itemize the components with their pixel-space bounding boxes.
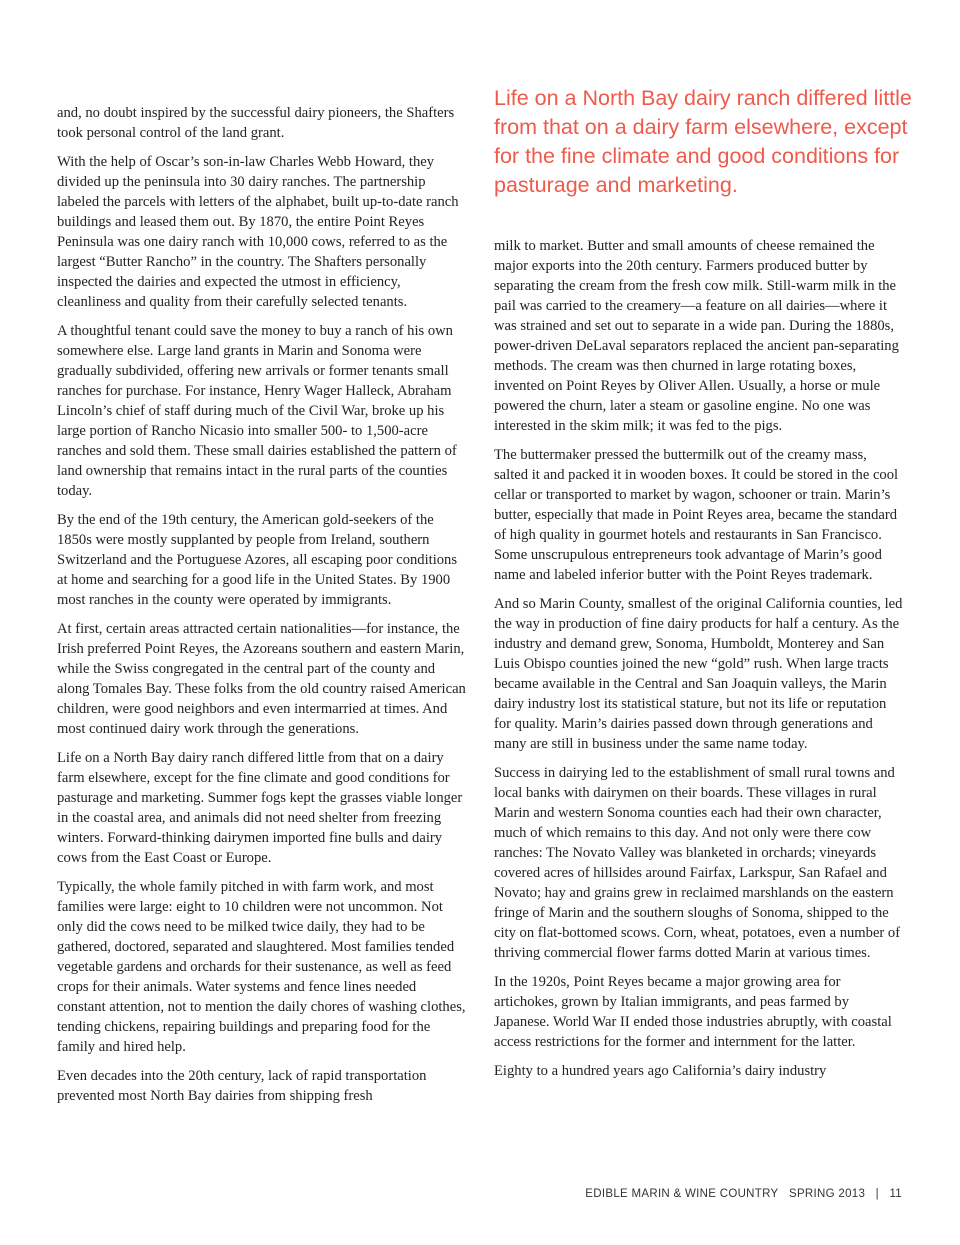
page-footer (585, 1188, 902, 1200)
pull-quote: Life on a North Bay dairy ranch differed little from that on a dairy farm elsewhere, except for the fine climate and good conditions for pasturage and marketing. (494, 86, 912, 197)
paragraph: At first, certain areas attracted certain nationalities—for instance, the Irish preferred Point Reyes, the Azoreans southern and eastern Marin, while the Swiss congregated in the central part of the county and along Tomales Bay. These folks from the old country raised American children, were good neighbors and even intermarried at times. And most continued dairy work through the generations. (57, 621, 466, 737)
paragraph: milk to market. Butter and small amounts of cheese remained the major exports into the 20th century. Farmers produced butter by separating the cream from the fresh cow milk. Still-warm milk in the pail was carried to the creamery—a feature on all dairies—where it was strained and set out to separate in a wide pan. During the 1880s, power-driven DeLaval separators replaced the ancient pan-separating methods. The cream was then churned in large rotating boxes, invented on Point Reyes by Oliver Allen. Usually, a horse or mule powered the churn, later a steam or gasoline engine. No one was interested in the skim milk; it was fed to the pigs. (494, 238, 899, 434)
publication-name: EDIBLE MARIN & WINE COUNTRY (585, 1188, 779, 1200)
paragraph: In the 1920s, Point Reyes became a major growing area for artichokes, grown by Italian immigrants, and peas farmed by Japanese. World War II ended those industries abruptly, with coastal access restrictions for the former and internment for the latter. (494, 974, 892, 1050)
paragraph: The buttermaker pressed the buttermilk out of the creamy mass, salted it and packed it in wooden boxes. It could be stored in the cool cellar or transported to market by wagon, schooner or train. Marin’s butter, especially that made in Point Reyes area, became the standard of high quality in gourmet hotels and restaurants in San Francisco. Some unscrupulous entrepreneurs took advantage of Marin’s good name and labeled inferior butter with the Point Reyes trademark. (494, 447, 899, 583)
paragraph: and, no doubt inspired by the successful dairy pioneers, the Shafters took personal control of the land grant. (57, 105, 455, 141)
left-text-column (57, 103, 467, 1115)
paragraph: A thoughtful tenant could save the money to buy a ranch of his own somewhere else. Large land grants in Marin and Sonoma were gradually subdivided, offering new arrivals or former tenants small ranches for purchase. For instance, Henry Wager Halleck, Abraham Lincoln’s chief of staff during much of the Civil War, broke up his large portion of Rancho Nicasio into smaller 500- to 1,500-acre ranches and sold them. These small dairies established the pattern of land ownership that remains intact in the rural parts of the counties today. (57, 323, 457, 499)
page-number: 11 (889, 1188, 902, 1200)
footer-separator: | (875, 1188, 879, 1200)
paragraph: Even decades into the 20th century, lack of rapid transportation prevented most North Bay dairies from shipping fresh (57, 1068, 427, 1104)
paragraph: Success in dairying led to the establishment of small rural towns and local banks with dairymen on their boards. These villages in rural Marin and western Sonoma counties each had their own character, much of which remains to this day. And not only were there cow ranches: The Novato Valley was blanketed in orchards; vineyards covered acres of hillsides around Fairfax, Larkspur, San Rafael and Novato; hay and grains grew in reclaimed marshlands on the eastern fringe of Marin and the southern sloughs of Sonoma, shipped to the city on flat-bottomed scows. Corn, wheat, potatoes, even a number of thriving commercial flower farms dotted Marin at various times. (494, 765, 901, 961)
issue-label: SPRING 2013 (788, 1188, 866, 1200)
paragraph: And so Marin County, smallest of the original California counties, led the way in production of fine dairy products for half a century. As the industry and demand grew, Sonoma, Humboldt, Monterey and San Luis Obispo counties joined the new “gold” rush. When large tracts became available in the Central and San Joaquin valleys, the Marin dairy industry lost its statistical stature, but not its life or reputation for quality. Marin’s dairies passed down through generations and many are still in business under the same name today. (494, 596, 903, 752)
paragraph: By the end of the 19th century, the American gold-seekers of the 1850s were mostly supplanted by people from Ireland, southern Switzerland and the Portuguese Azores, all escaping poor conditions at home and searching for a good life in the United States. By 1900 most ranches in the county were operated by immigrants. (57, 512, 458, 608)
paragraph: Typically, the whole family pitched in with farm work, and most families were large: eight to 10 children were not uncommon. Not only did the cows need to be milked twice daily, they had to be gathered, doctored, separated and slaughtered. Most families tended vegetable gardens and orchards for their sustenance, as well as feed crops for their animals. Water systems and fence lines needed constant attention, not to mention the daily chores of washing clothes, tending chickens, repairing buildings and preparing food for the family and hired help. (57, 879, 466, 1055)
paragraph: With the help of Oscar’s son-in-law Charles Webb Howard, they divided up the peninsula into 30 dairy ranches. The partnership labeled the parcels with letters of the alphabet, built up-to-date ranch buildings and leased them out. By 1870, the entire Point Reyes Peninsula was one dairy ranch with 10,000 cows, referred to as the largest “Butter Rancho” in the country. The Shafters personally inspected the dairies and expected the utmost in efficiency, cleanliness and quality from their carefully selected tenants. (57, 154, 459, 310)
paragraph: Life on a North Bay dairy ranch differed little from that on a dairy farm elsewhere, except for the fine climate and good conditions for pasturage and marketing. Summer fogs kept the grasses viable longer in the coastal area, and animals did not need shelter from freezing winters. Forward-thinking dairymen imported fine bulls and dairy cows from the East Coast or Europe. (57, 750, 463, 866)
paragraph: Eighty to a hundred years ago California’s dairy industry (494, 1063, 827, 1079)
right-text-column (494, 236, 904, 1090)
